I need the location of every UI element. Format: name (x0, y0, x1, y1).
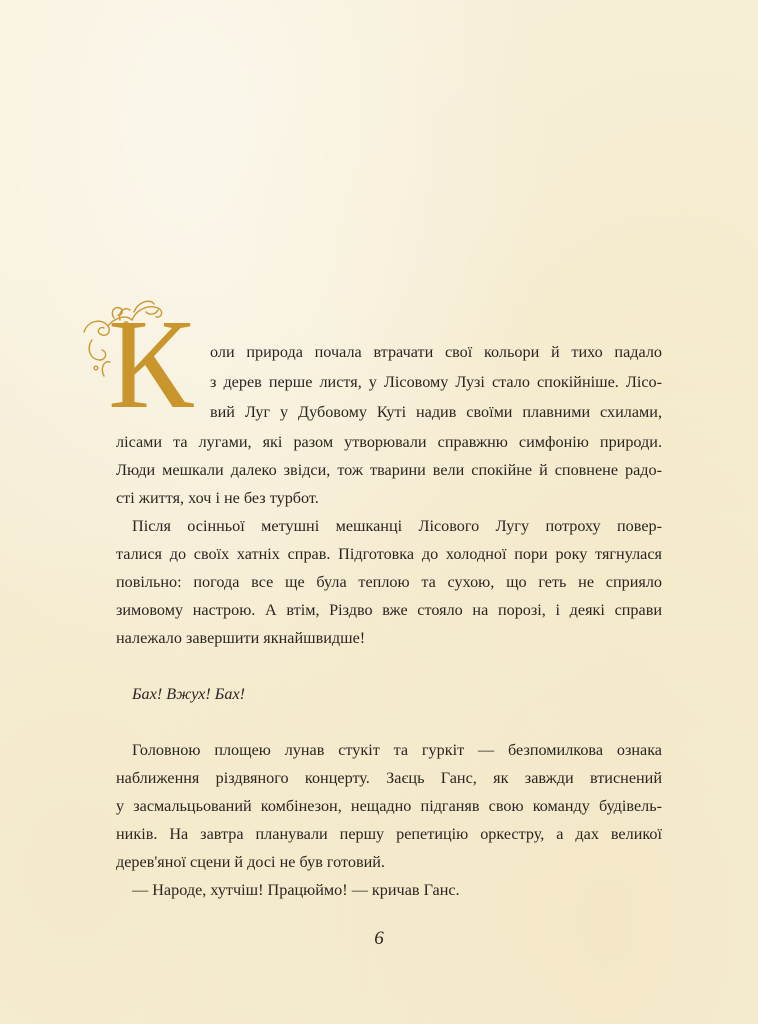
text-line: належало завершити якнайшвидше! (116, 629, 366, 647)
text-line: Головною площею лунав стукіт та гуркіт — безпомилкова ознака (132, 741, 662, 759)
text-line: у засмальцьований комбінезон, нещадно підганяв свою команду будівель- (116, 797, 662, 815)
text-line: оли природа почала втрачати свої кольори й тихо падало (210, 343, 662, 361)
page-number: 6 (374, 928, 384, 949)
text-line: зимовому настрою. А втім, Різдво вже стояло на порозі, і деякі справи (116, 601, 662, 619)
text-line: з дерев перше листя, у Лісовому Лузі стало спокійніше. Лісо- (210, 373, 662, 391)
text-line: наближення різдвяного концерту. Заєць Ганс, як завжди втиснений (116, 769, 662, 787)
text-line: Люди мешкали далеко звідси, тож тварини вели спокійне й сповнене радо- (116, 461, 662, 479)
text-line: ників. На завтра планували першу репетицію оркестру, а дах великої (116, 825, 662, 843)
drop-cap: К (108, 293, 194, 435)
text-line: вий Луг у Дубовому Куті надив своїми плавними схилами, (210, 403, 662, 421)
text-line: лісами та лугами, які разом утворювали справжню симфонію природи. (116, 433, 662, 451)
dialogue-line: — Народе, хутчіш! Працюймо! — кричав Ганс. (132, 881, 460, 899)
exclamation-line: Бах! Вжух! Бах! (132, 685, 246, 703)
text-line: Після осінньої метушні мешканці Лісового Лугу потроху повер- (132, 517, 662, 535)
text-line: талися до своїх хатніх справ. Підготовка до холодної пори року тягнулася (116, 545, 662, 563)
text-line: дерев'яної сцени й досі не був готовий. (116, 853, 385, 871)
text-line: сті життя, хоч і не без турбот. (116, 489, 319, 507)
text-line: повільно: погода все ще була теплою та сухою, що геть не сприяло (116, 573, 662, 591)
